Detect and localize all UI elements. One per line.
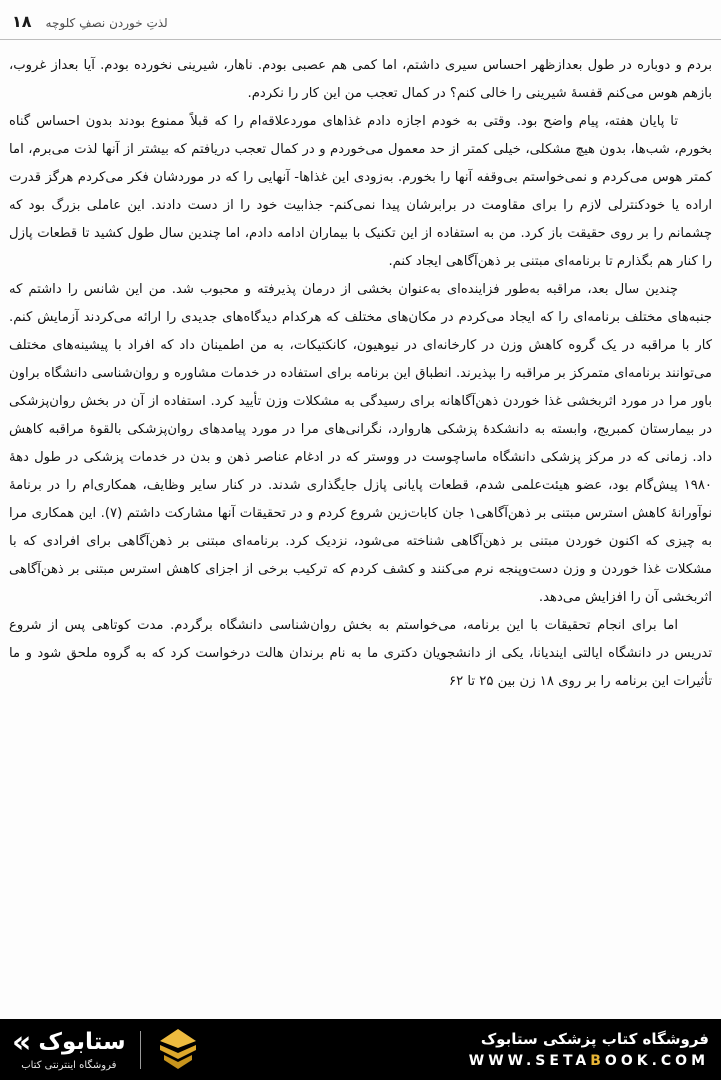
logo-wordmark: ستابوک [38, 1028, 126, 1055]
paragraph: بردم و دوباره در طول بعدازظهر احساس سیری داشتم، اما کمی هم عصبی بودم. ناهار، شیرینی نخورده بودم. آیا بعداز غروب، بازهم هوس می‌کنم قفسهٔ شیرینی را خالی کنم؟ در کمال تعجب من این کار را نکردم. [9, 58, 712, 101]
body-text [0, 40, 721, 1019]
chapter-title: لذتِ خوردن نصفِ کلوچه [45, 16, 168, 30]
logo-wordmark-line [12, 1024, 126, 1060]
paragraph: اما برای انجام تحقیقات با این برنامه، می‌خواستم به بخش روان‌شناسی دانشگاه برگردم. مدت کوتاهی پس از شروع تدریس در دانشگاه ایالتی ایندیانا، یکی از دانشجویان دکتری ما به نام برندان هالت درخواست کرد که به گروه ملحق شود و ما تأثیرات این برنامه را بر روی ۱۸ زن بین ۲۵ تا ۶۲ [9, 618, 712, 689]
website-suffix: OOK.COM [604, 1053, 709, 1069]
website-prefix: WWW.SETA [468, 1053, 591, 1069]
logo-tagline: فروشگاه اینترنتی کتاب [21, 1059, 117, 1071]
store-info [469, 1030, 709, 1069]
website-accent-letter: B [590, 1053, 605, 1069]
page-header [0, 0, 721, 40]
open-book-diamond-icon [155, 1028, 201, 1072]
paragraph: تا پایان هفته، پیام واضح بود. وقتی به خودم اجازه دادم غذاهای موردعلاقه‌ام را که قبلاً ممنوع بودند بدون احساس گناه بخورم، شب‌ها، بدون هیچ مشکلی، خیلی کمتر از حد معمول می‌خوردم و در کمال تعجب دریافتم که بیشتر از آنها لذت می‌برم، اما کمتر هوس می‌کردم و نمی‌خواستم بی‌وقفه آنها را بخورم. به‌زودی این غذاها- آنهایی را که در موردشان فکر می‌کردم هرگز قدرت اراده یا خودکنترلی لازم را برای مقاومت در برابرشان پیدا نمی‌کنم- جذابیت خود را از دست دادند. این عاملی بزرگ بود که چشمانم را بر روی حقیقت باز کرد. من به استفاده از این تکنیک با بیماران ادامه دادم، اما چندین سال طول کشید تا قطعات پازل را کنار هم بگذارم تا برنامه‌ای مبتنی بر ذهن‌آگاهی ایجاد کنم. [9, 114, 712, 269]
logo-wordmark-block [12, 1024, 126, 1071]
publisher-logo [12, 1024, 201, 1072]
logo-divider [140, 1031, 141, 1069]
website-url [469, 1053, 709, 1069]
double-chevron-icon: « [12, 1024, 32, 1060]
paragraph: چندین سال بعد، مراقبه به‌طور فزاینده‌ای به‌عنوان بخشی از درمان پذیرفته و محبوب شد. من این شانس را داشتم که جنبه‌های مختلف برنامه‌ای را که ایجاد می‌کردم در مکان‌های مختلف که هرکدام دیدگاه‌های جدیدی را ارائه می‌کردند آزمایش کنم. کار با مراقبه در یک گروه کاهش وزن در کارخانه‌ای در نیوهیون، کانکتیکات، به من اطمینان داد که افراد با پیشینه‌های مختلف می‌توانند برنامه‌ای متمرکز بر مراقبه را بپذیرند. انطباق این برنامه برای استفاده در خدمات مشاوره و روان‌شناسی دانشگاه براون باور مرا در مورد اثربخشی غذا خوردن ذهن‌آگاهانه برای رسیدگی به مشکلات وزن تأیید کرد. استفاده از آن در بخش روان‌پزشکی در بیمارستان کمبریج، وابسته به دانشکدهٔ پزشکی هاروارد، نگرانی‌های مرا در مورد پیامدهای روان‌پزشکی بالقوهٔ مراقبه کاهش داد. زمانی که در مرکز پزشکی دانشگاه ماساچوست در ووستر که در ادغام عناصر ذهن و بدن در خدمات پزشکی در طول دههٔ ۱۹۸۰ پیش‌گام بود، عضو هیئت‌علمی شدم، قطعات پایانی پازل جایگذاری شدند. در کنار سایر وظایف، همکاری‌ام را در برنامهٔ نوآورانهٔ کاهش استرس مبتنی بر ذهن‌آگاهی۱ جان کابات‌زین شروع کردم و در تحقیقات آنها مشارکت داشتم (۷). این همکاری مرا به چیزی که اکنون خوردن مبتنی بر ذهن‌آگاهی شناخته می‌شود، نزدیک کرد. برنامه‌ای مبتنی بر ذهن‌آگاهی برای افرادی که با مشکلات غذا خوردن و وزن دست‌وپنجه نرم می‌کنند و کشف کردم که ترکیب برخی از اجزای کاهش استرس مبتنی بر ذهن‌آگاهی اثربخشی آن را افزایش می‌دهد. [9, 282, 713, 605]
store-title: فروشگاه کتاب پزشکی ستابوک [480, 1030, 709, 1048]
footer-bar [0, 1019, 721, 1080]
page-number: ۱۸ [12, 12, 32, 31]
